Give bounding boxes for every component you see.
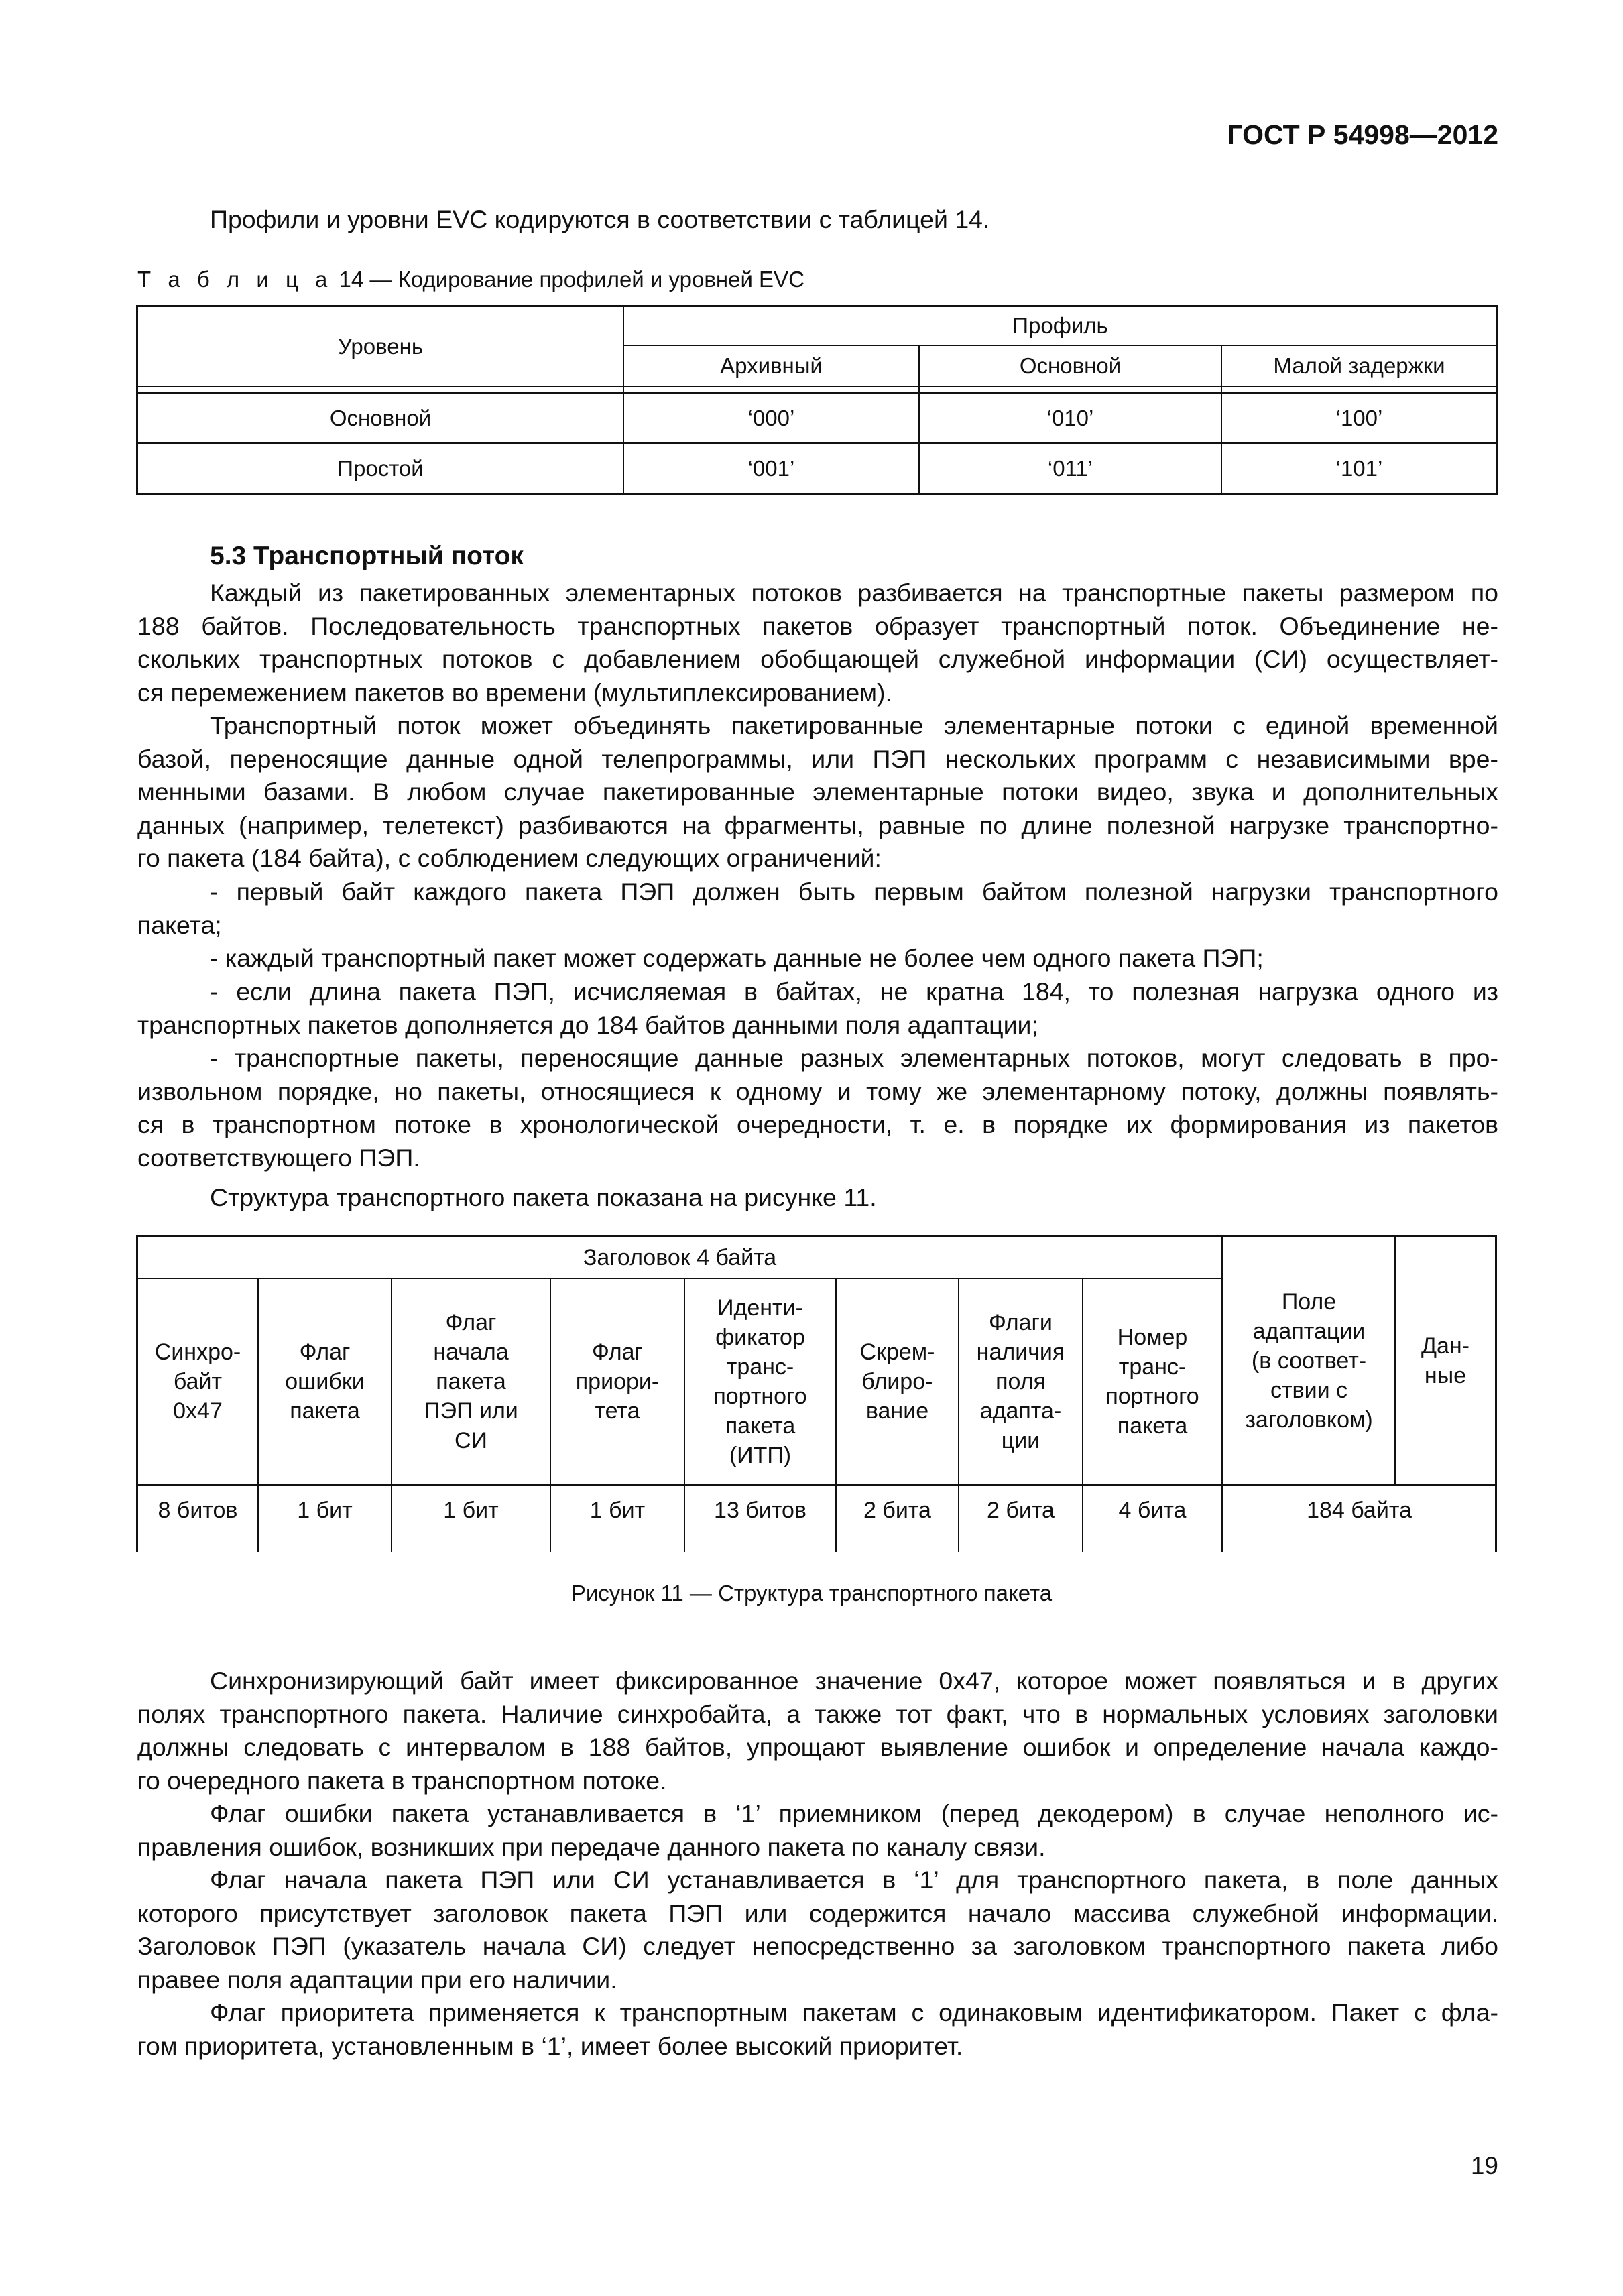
field-size: 1 бит (443, 1498, 499, 1523)
field-scrambling: Скрем- блиро- вание (859, 1339, 935, 1424)
text-line: извольном порядке, но пакеты, относящиеся к одному и тому же элементарному потоку, должны появлять- (137, 1077, 1498, 1105)
page-number: 19 (1470, 2152, 1498, 2179)
field-pid: Иденти- фикатор транс- портного пакета (ИТП) (713, 1295, 807, 1468)
text-line: правее поля адаптации при его наличии. (137, 1965, 617, 1994)
text-line: - каждый транспортный пакет может содержать данные не более чем одного пакета ПЭП; (210, 944, 1264, 972)
text-line: го очередного пакета в транспортном потоке. (137, 1766, 667, 1795)
table-caption-text: 14 — Кодирование профилей и уровней EVC (339, 267, 804, 292)
payload-size: 184 байта (1307, 1498, 1412, 1523)
paragraph-error-flag (137, 1797, 1498, 1864)
text-line: ся перемежением пакетов во времени (мультиплексированием). (137, 678, 892, 707)
text-line: Флаг приоритета применяется к транспортным пакетам с одинаковым идентификатором. Пакет с фла- (210, 1998, 1498, 2027)
field-size: 4 бита (1118, 1498, 1187, 1523)
field-priority-flag: Флаг приори- тета (575, 1339, 660, 1424)
figure-11-caption: Рисунок 11 — Структура транспортного пакета (570, 1581, 1053, 1606)
code-cell: ‘000’ (747, 405, 795, 430)
profile-column-header: Архивный (720, 353, 823, 378)
bullet-1 (137, 875, 1498, 942)
field-size: 2 бита (863, 1498, 931, 1523)
header-label: Заголовок 4 байта (583, 1245, 777, 1270)
field-adaptation: Поле адаптации (в соответ- ствии с заголовком) (1245, 1289, 1373, 1433)
field-adaptation-flags: Флаги наличия поля адапта- ции (976, 1310, 1065, 1453)
bullet-3 (137, 975, 1498, 1042)
field-start-flag: Флаг начала пакета ПЭП или СИ (424, 1310, 518, 1453)
table-14-caption (137, 267, 804, 292)
text-line: Заголовок ПЭП (указатель начала СИ) следует непосредственно за заголовком транспортного пакета либо (137, 1932, 1498, 1960)
table-caption-prefix: Т а б л и ц а (137, 267, 333, 292)
paragraph-sync-byte (137, 1665, 1498, 1797)
field-size: 1 бит (297, 1498, 353, 1523)
field-data: Дан- ные (1421, 1333, 1470, 1388)
bullet-2 (137, 942, 1498, 975)
text-line: транспортных пакетов дополняется до 184 байтов данными поля адаптации; (137, 1010, 1038, 1039)
figure-11-diagram (136, 1235, 1497, 1552)
text-line: базой, переносящие данные одной телепрограммы, или ПЭП нескольких программ с независимыми вре- (137, 744, 1498, 773)
paragraph-transport-stream (137, 709, 1498, 875)
text-line: Флаг ошибки пакета устанавливается в ‘1’ приемником (перед декодером) в случае неполного ис- (210, 1799, 1498, 1827)
text-line: 188 байтов. Последовательность транспортных пакетов образует транспортный поток. Объединение не- (137, 611, 1498, 640)
code-cell: ‘010’ (1046, 405, 1094, 430)
profile-header: Профиль (1012, 313, 1108, 338)
field-error-flag: Флаг ошибки пакета (285, 1339, 365, 1424)
code-cell: ‘101’ (1335, 455, 1383, 481)
paragraph-start-flag (137, 1864, 1498, 1996)
text-line: правления ошибок, возникших при передаче данного пакета по каналу связи. (137, 1832, 1046, 1861)
text-line: Транспортный поток может объединять пакетированные элементарные потоки с единой временной (210, 711, 1498, 739)
section-title: 5.3 Транспортный поток (210, 542, 524, 570)
profile-column-header: Малой задержки (1273, 353, 1445, 378)
text-line: должны следовать с интервалом в 188 байтов, упрощают выявление ошибок и определение начала каждо- (137, 1733, 1498, 1761)
bullet-4 (137, 1042, 1498, 1174)
paragraph-priority-flag (137, 1996, 1498, 2063)
field-size: 2 бита (987, 1498, 1055, 1523)
text-line: полях транспортного пакета. Наличие синхробайта, а также тот факт, что в нормальных условиях заголовки (137, 1699, 1498, 1728)
level-cell: Основной (329, 405, 432, 430)
paragraph-intro (137, 577, 1498, 709)
text-line: Синхронизирующий байт имеет фиксированное значение 0x47, которое может появляться и в других (210, 1667, 1498, 1695)
text-line: - первый байт каждого пакета ПЭП должен быть первым байтом полезной нагрузки транспортного (210, 878, 1498, 906)
field-packet-number: Номер транс- портного пакета (1105, 1325, 1199, 1439)
code-cell: ‘001’ (747, 455, 795, 481)
document-code: ГОСТ Р 54998—2012 (1227, 119, 1498, 150)
code-cell: ‘011’ (1047, 455, 1093, 481)
intro-line: Профили и уровни EVC кодируются в соответствии с таблицей 14. (210, 205, 990, 233)
level-cell: Простой (337, 455, 424, 481)
text-line: го пакета (184 байта), с соблюдением следующих ограничений: (137, 844, 882, 872)
text-line: данных (например, телетекст) разбиваются на фрагменты, равные по длине полезной нагрузке транспортно- (137, 810, 1498, 839)
table-14 (136, 305, 1498, 495)
text-line: соответствующего ПЭП. (137, 1143, 420, 1172)
structure-line: Структура транспортного пакета показана на рисунке 11. (210, 1183, 877, 1211)
field-size: 1 бит (589, 1498, 646, 1523)
text-line: - если длина пакета ПЭП, исчисляемая в байтах, не кратна 184, то полезная нагрузка одного из (210, 977, 1498, 1006)
field-sync-byte: Синхро- байт 0x47 (154, 1339, 241, 1424)
code-cell: ‘100’ (1335, 405, 1383, 430)
profile-column-header: Основной (1019, 353, 1122, 378)
text-line: пакета; (137, 910, 222, 939)
text-line: ся в транспортном потоке в хронологической очередности, т. е. в порядке их формирования из пакетов (137, 1110, 1498, 1138)
text-line: - транспортные пакеты, переносящие данные разных элементарных потоков, могут следовать в про- (210, 1044, 1498, 1072)
field-size: 13 битов (714, 1498, 806, 1523)
text-line: менными базами. В любом случае пакетированные элементарные потоки видео, звука и дополнительных (137, 778, 1498, 806)
field-size: 8 битов (158, 1498, 238, 1523)
text-line: Каждый из пакетированных элементарных потоков разбивается на транспортные пакеты размером по (210, 579, 1498, 607)
text-line: которого присутствует заголовок пакета ПЭП или содержится начало массива служебной информации. (137, 1898, 1498, 1927)
text-line: скольких транспортных потоков с добавлением обобщающей служебной информации (СИ) осуществляет- (137, 645, 1498, 673)
level-header: Уровень (337, 334, 424, 359)
text-line: Флаг начала пакета ПЭП или СИ устанавливается в ‘1’ для транспортного пакета, в поле данных (210, 1866, 1498, 1894)
text-line: гом приоритета, установленным в ‘1’, имеет более высокий приоритет. (137, 2031, 963, 2060)
